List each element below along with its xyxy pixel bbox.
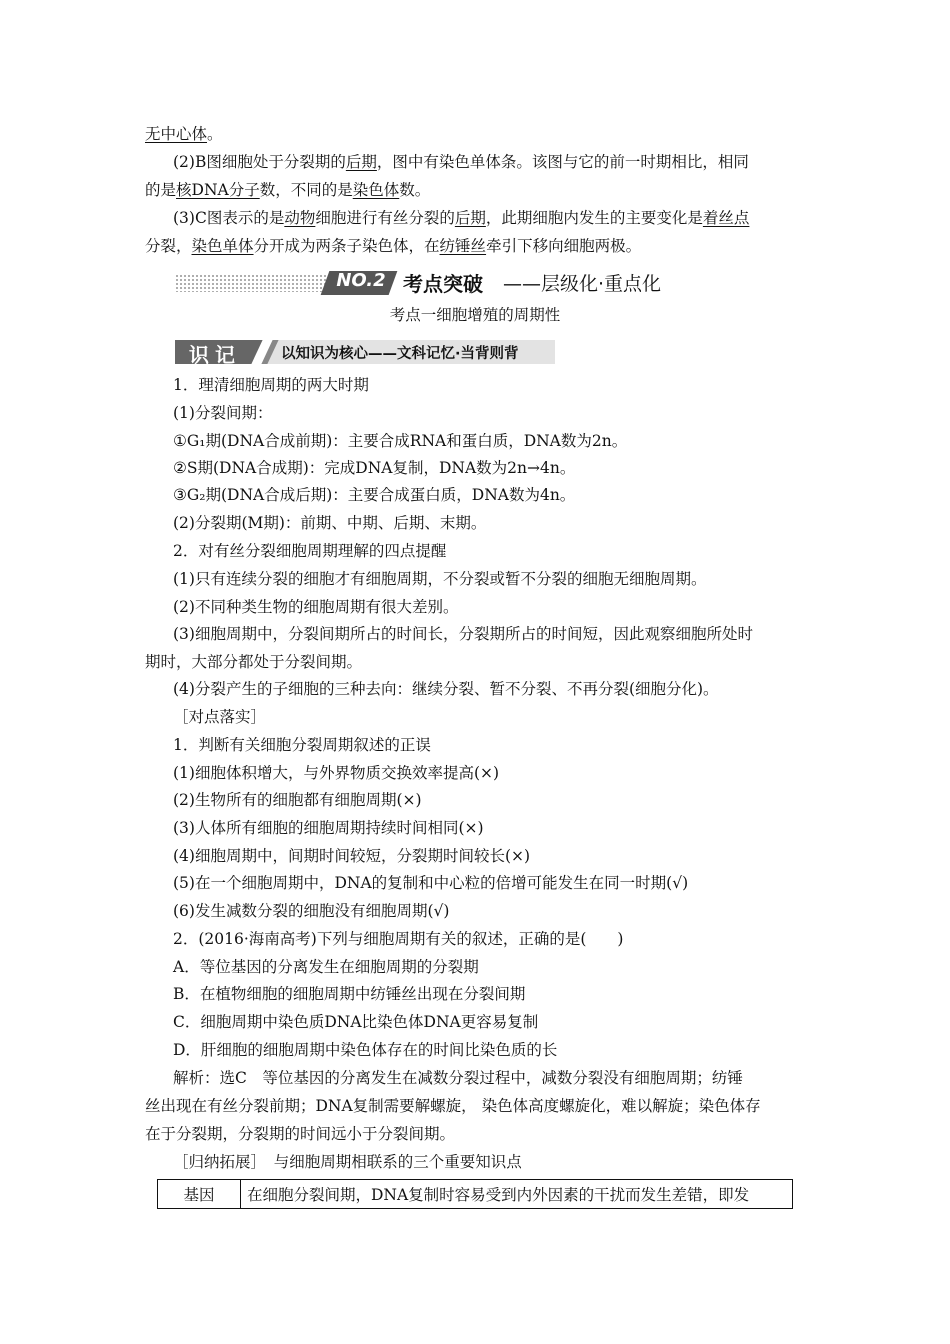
text-span: ，此期细胞内发生的主要变化是 (485, 209, 703, 227)
dotted-decoration (175, 274, 327, 292)
text-line: D．肝细胞的细胞周期中染色体存在的时间比染色质的长 (173, 1041, 558, 1059)
text-span: 分开成为两条子染色体，在 (253, 237, 440, 255)
memory-tag (175, 340, 555, 367)
text-span: 细胞进行有丝分裂的 (315, 209, 455, 227)
text-line: (1)分裂间期： (173, 404, 273, 422)
text-span: (3)C图表示的是 (173, 209, 285, 227)
text-line (173, 206, 749, 230)
text-line (145, 122, 223, 146)
table-row (158, 1180, 793, 1209)
text-line: ［归纳拓展］ 与细胞周期相联系的三个重要知识点 (173, 1153, 522, 1171)
text-line: 2．(2016·海南高考)下列与细胞周期有关的叙述，正确的是( ) (173, 930, 624, 948)
text-line: (5)在一个细胞周期中，DNA的复制和中心粒的倍增可能发生在同一时期(√) (173, 874, 689, 892)
answer-blank: 染色单体 (191, 237, 254, 255)
text-line: 期时，大部分都处于分裂间期。 (145, 653, 363, 671)
text-span: 数，不同的是 (259, 181, 353, 199)
answer-blank: 后期 (454, 209, 486, 227)
banner-title: 考点突破 (403, 272, 483, 296)
text-span: ，图中有染色单体条。该图与它的前一时期相比，相同 (376, 153, 749, 171)
text-line: B．在植物细胞的细胞周期中纺锤丝出现在分裂间期 (173, 985, 526, 1003)
text-line: 1．判断有关细胞分裂周期叙述的正误 (173, 736, 431, 754)
text-span: 数。 (399, 181, 431, 199)
text-line: C．细胞周期中染色质DNA比染色体DNA更容易复制 (173, 1013, 539, 1031)
text-line: (3)人体所有细胞的细胞周期持续时间相同(×) (173, 819, 484, 837)
section-title: 考点一细胞增殖的周期性 (389, 306, 561, 324)
text-line: ［对点落实］ (173, 708, 267, 726)
text-line: (2)分裂期(M期)：前期、中期、后期、末期。 (173, 514, 487, 532)
text-line: 丝出现在有丝分裂前期；DNA复制需要解螺旋， 染色体高度螺旋化，难以解旋；染色体存 (145, 1097, 761, 1115)
text-line: 1．理清细胞周期的两大时期 (173, 376, 369, 394)
text-line: (6)发生减数分裂的细胞没有细胞周期(√) (173, 902, 450, 920)
text-line: ③G₂期(DNA合成后期)：主要合成蛋白质，DNA数为4n。 (173, 486, 576, 504)
text-line: ①G₁期(DNA合成前期)：主要合成RNA和蛋白质，DNA数为2n。 (173, 432, 628, 450)
text-line: 在于分裂期，分裂期的时间远小于分裂间期。 (145, 1125, 456, 1143)
section-badge: NO.2 (336, 270, 386, 291)
section-banner (175, 268, 715, 298)
answer-blank: 着丝点 (702, 209, 750, 227)
text-line: (4)细胞周期中，间期时间较短，分裂期时间较长(×) (173, 847, 531, 865)
text-span: 的是 (145, 181, 177, 199)
text-line: (2)不同种类生物的细胞周期有很大差别。 (173, 598, 459, 616)
text-line: (1)细胞体积增大，与外界物质交换效率提高(×) (173, 764, 500, 782)
summary-table (157, 1179, 793, 1209)
answer-blank: 后期 (345, 153, 377, 171)
answer-blank: 无中心体 (145, 125, 208, 143)
text-span: (2)B图细胞处于分裂期的 (173, 153, 346, 171)
text-line: A．等位基因的分离发生在细胞周期的分裂期 (173, 958, 479, 976)
tag-label: 识记 (189, 343, 241, 367)
answer-blank: 核DNA分子 (176, 181, 260, 199)
text-span: 牵引下移向细胞两极。 (486, 237, 642, 255)
text-line: (1)只有连续分裂的细胞才有细胞周期，不分裂或暂不分裂的细胞无细胞周期。 (173, 570, 707, 588)
text-line (173, 150, 749, 174)
tag-text: 以知识为核心——文科记忆·当背则背 (281, 346, 519, 362)
text-line: (2)生物所有的细胞都有细胞周期(×) (173, 791, 422, 809)
table-cell: 基因 (158, 1180, 241, 1209)
text-line (145, 234, 641, 258)
answer-blank: 动物 (284, 209, 316, 227)
text-line: (3)细胞周期中，分裂间期所占的时间长，分裂期所占的时间短，因此观察细胞所处时 (173, 625, 753, 643)
text-line: 2．对有丝分裂细胞周期理解的四点提醒 (173, 542, 447, 560)
table-cell: 在细胞分裂间期，DNA复制时容易受到内外因素的干扰而发生差错，即发 (241, 1180, 793, 1209)
banner-subtitle: ——层级化·重点化 (503, 273, 662, 295)
text-line (145, 178, 430, 202)
answer-blank: 染色体 (352, 181, 400, 199)
text-span: 。 (207, 125, 223, 143)
text-span: 分裂， (145, 237, 192, 255)
text-line: 解析：选C 等位基因的分离发生在减数分裂过程中，减数分裂没有细胞周期；纺锤 (173, 1069, 743, 1087)
text-line: ②S期(DNA合成期)：完成DNA复制，DNA数为2n→4n。 (173, 459, 576, 477)
text-line: (4)分裂产生的子细胞的三种去向：继续分裂、暂不分裂、不再分裂(细胞分化)。 (173, 680, 719, 698)
answer-blank: 纺锤丝 (439, 237, 487, 255)
